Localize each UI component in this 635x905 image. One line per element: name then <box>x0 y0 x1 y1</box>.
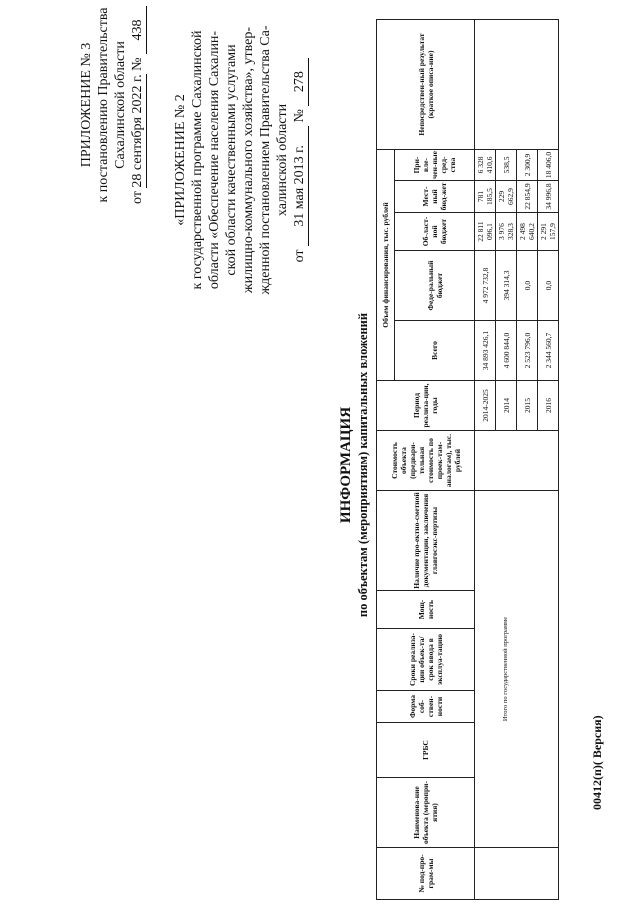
appendix-2-number: 278 <box>291 58 309 106</box>
appendix-2-block <box>172 0 309 320</box>
cell-regional: 22 811 096,1 <box>475 213 496 251</box>
header-subprogram-no: № под-про-грам-мы <box>377 848 475 900</box>
header-object-name: Наименова-ние объекта (меропри-ятия) <box>377 778 475 848</box>
appendix-2-line: жденной постановлением Правительства Са- <box>258 25 273 295</box>
cell-empty <box>475 19 559 149</box>
header-ownership: Форма соб-ствен-ности <box>377 691 475 723</box>
appendix-3-from: от <box>130 191 145 204</box>
total-label: Итого по государственной программе <box>475 491 559 848</box>
appendix-2-title: «ПРИЛОЖЕНИЕ № 2 <box>173 94 188 226</box>
cell-federal: 0,0 <box>517 251 538 321</box>
appendix-3-date: 28 сентября 2022 г. <box>130 74 145 188</box>
footer-code: 00412(п)( Версия) <box>590 715 604 810</box>
cell-local: 22 854,9 <box>517 181 538 213</box>
cell-regional: 2 291 157,9 <box>538 213 559 251</box>
appendix-2-line: халинской области <box>275 103 290 217</box>
cell-total: 34 893 426,1 <box>475 321 496 381</box>
table-row <box>475 19 496 899</box>
appendix-3-block <box>78 5 147 205</box>
header-financing: Объем финансирования, тыс. рублей <box>377 149 395 380</box>
appendix-2-date: 31 мая 2013 г. <box>291 126 309 246</box>
cell-federal: 394 314,3 <box>496 251 517 321</box>
cell-regional: 2 498 640,2 <box>517 213 538 251</box>
cell-other: 18 406,0 <box>538 149 559 180</box>
cell-total: 2 523 796,0 <box>517 321 538 381</box>
header-cost: Стоимость объекта (предвари-тельная стоимость по проек-там-аналогам), тыс. рублей <box>377 431 475 491</box>
header-terms: Сроки реализа-ции объек-та/срок ввода в эксплуа-тацию <box>377 629 475 691</box>
appendix-2-line: жилищно-коммунального хозяйства», утвер- <box>241 26 256 294</box>
cell-period: 2014-2025 <box>475 381 496 431</box>
header-result: Непосредствен-ный результат (краткое описа-ние) <box>377 19 475 149</box>
appendix-3-date-line <box>129 5 147 205</box>
cell-other: 538,5 <box>496 149 517 180</box>
header-federal: Феде-ральный бюджет <box>395 251 475 321</box>
header-documentation: Наличие про-ектно-сметной документации, заключения главгосэкс-пертизы <box>377 491 475 591</box>
appendix-2-from: от <box>292 249 307 263</box>
appendix-2-no-sign: № <box>292 109 307 123</box>
header-grbs: ГРБС <box>377 723 475 778</box>
appendix-3-line2: Сахалинской области <box>113 41 128 169</box>
cell-period: 2016 <box>538 381 559 431</box>
header-total: Всего <box>395 321 475 381</box>
cell-other: 2 300,9 <box>517 149 538 180</box>
cell-empty <box>475 431 559 491</box>
header-capacity: Мощ-ность <box>377 591 475 629</box>
header-other: При-вле-чен-ные сред-ства <box>395 149 475 180</box>
cell-empty <box>475 848 559 900</box>
appendix-2-line: области «Обеспечение населения Сахалин- <box>207 30 222 290</box>
cell-local: 781 185,5 <box>475 181 496 213</box>
appendix-2-date-line <box>291 0 309 320</box>
header-regional: Об-ласт-ной бюджет <box>395 213 475 251</box>
cell-other: 6 328 410,6 <box>475 149 496 180</box>
cell-federal: 0,0 <box>538 251 559 321</box>
header-local: Мест-ный бюд-жет <box>395 181 475 213</box>
page-title: ИНФОРМАЦИЯ <box>338 406 354 524</box>
cell-total: 2 344 560,7 <box>538 321 559 381</box>
cell-federal: 4 972 732,8 <box>475 251 496 321</box>
cell-period: 2015 <box>517 381 538 431</box>
cell-total: 4 600 844,0 <box>496 321 517 381</box>
appendix-3-line1: к постановлению Правительства <box>96 7 111 203</box>
appendix-3-no-sign: № <box>130 57 145 71</box>
appendix-3-number: 438 <box>129 6 147 54</box>
header-period: Период реализа-ции, годы <box>377 381 475 431</box>
cell-period: 2014 <box>496 381 517 431</box>
capital-investment-table <box>376 19 559 900</box>
cell-regional: 3 976 328,3 <box>496 213 517 251</box>
appendix-2-line: к государственной программе Сахалинской <box>190 30 205 290</box>
page-subtitle: по объектам (мероприятиям) капитальных вложений <box>356 312 370 618</box>
cell-local: 34 996,8 <box>538 181 559 213</box>
cell-local: 229 662,9 <box>496 181 517 213</box>
appendix-3-title: ПРИЛОЖЕНИЕ № 3 <box>79 42 94 168</box>
appendix-2-line: ской области качественными услугами <box>224 44 239 276</box>
